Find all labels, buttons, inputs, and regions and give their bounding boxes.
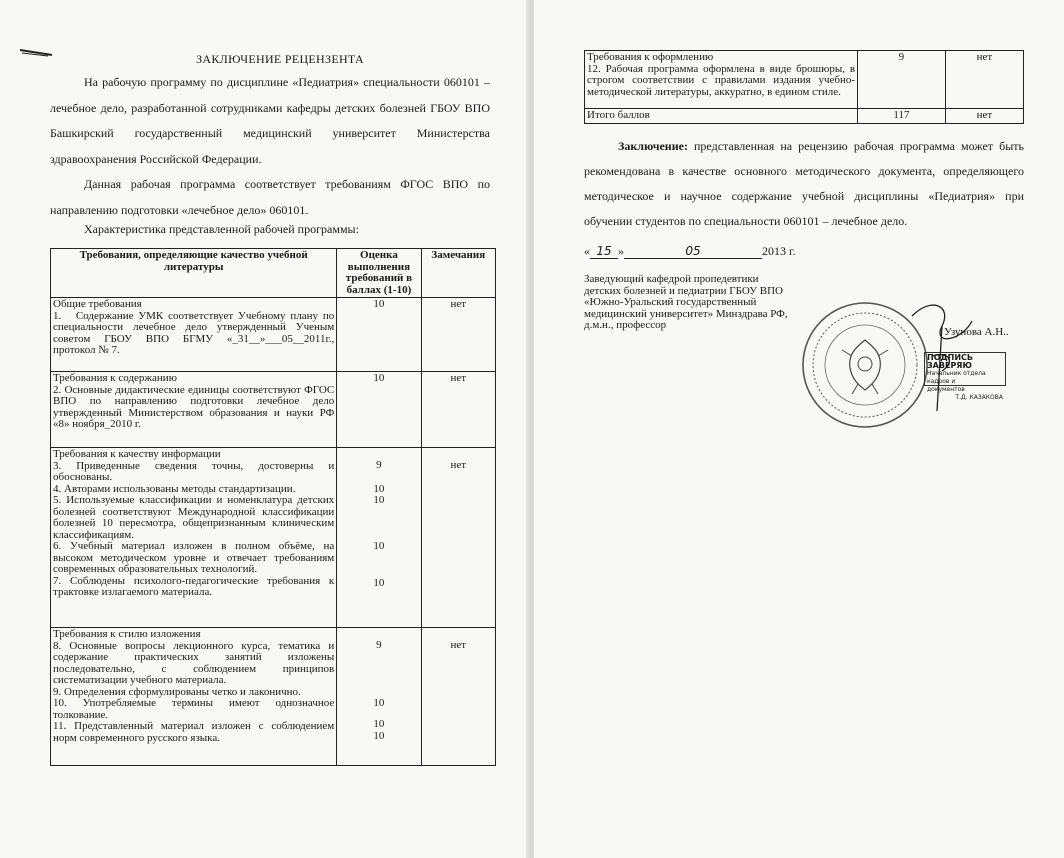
score-value: 9	[376, 459, 382, 471]
table-header-row	[51, 249, 496, 298]
requirement-item: 3. Приведенные сведения точны, достоверны и обоснованы.	[53, 459, 335, 483]
compliance-paragraph: Данная рабочая программа соответствует требованиям ФГОС ВПО по направлению подготовки «лечебное дело» 060101.	[50, 177, 490, 217]
score-value: 10	[373, 729, 385, 742]
signer-block	[584, 274, 824, 332]
score-value: 10	[373, 539, 385, 552]
header-notes: Замечания	[421, 249, 495, 298]
conclusion-label: Заключение:	[618, 139, 688, 153]
header-requirements: Требования, определяющие качество учебной литературы	[51, 249, 337, 298]
table-row	[51, 628, 496, 766]
conclusion-text: представленная на рецензию рабочая программа может быть рекомендована в качестве основного методического документа, определяющего методическое и научное содержание учебной дисциплины «Педиатрия» при обучении студентов по специальности 060101 – лечебное дело.	[584, 139, 1024, 228]
intro-paragraph: На рабочую программу по дисциплине «Педиатрия» специальности 060101 – лечебное дело, разработанной сотрудниками кафедры детских болезней ГБОУ ВПО Башкирский государственный медицинский университет Министерства здравоохранения Российской Федерации.	[50, 75, 490, 166]
score-value: 10	[373, 298, 385, 310]
score-cell	[337, 628, 421, 766]
requirement-item: 7. Соблюдены психолого-педагогические требования к трактовке излагаемого материала.	[53, 574, 335, 598]
score-value: 10	[373, 494, 385, 506]
requirement-item: 6. Учебный материал изложен в полном объёме, на высоком методическом уровне и отвечает требованиям современных образовательных технологий.	[53, 540, 335, 575]
requirement-cell	[51, 628, 337, 766]
requirement-cell	[51, 448, 337, 628]
notes-cell: нет	[421, 298, 495, 372]
signer-line: детских болезней и педиатрии ГБОУ ВПО	[584, 284, 783, 297]
header-score: Оценка выполнения требований в баллах (1-10)	[337, 249, 421, 298]
notes-cell: нет	[945, 51, 1023, 109]
conclusion-paragraph	[584, 134, 1024, 234]
table-row	[51, 298, 496, 372]
stamp-line: документов	[927, 386, 965, 393]
signer-line: «Южно-Уральский государственный	[584, 296, 757, 308]
requirement-item: 8. Основные вопросы лекционного курса, тематика и содержание практических занятий изложены последовательно, с соблюдением принципов систематизации учебного материала.	[53, 639, 335, 686]
date-year: 2013 г.	[762, 244, 796, 258]
signer-name: Узунова А.Н..	[944, 326, 1009, 338]
notes-cell: нет	[421, 628, 495, 766]
right-page	[534, 0, 1064, 858]
table-row	[51, 448, 496, 628]
review-table	[50, 248, 496, 766]
score-value: 10	[373, 577, 385, 589]
requirement-item: 1. Содержание УМК соответствует Учебному плану по специальности лечебное дело утвержденный Ученым советом ГБОУ ВПО БГМУ «_31__»___05__2011г., протокол № 7.	[53, 309, 335, 356]
section-title: Требования к качеству информации	[53, 448, 221, 460]
section-title: Общие требования	[53, 298, 142, 310]
signer-line: медицинский университет» Минздрава РФ,	[584, 307, 788, 320]
notes-cell: нет	[421, 448, 495, 628]
total-note: нет	[945, 109, 1023, 124]
score-cell	[337, 298, 421, 372]
signer-line: Заведующий кафедрой пропедевтики	[584, 273, 759, 285]
score-value: 10	[373, 372, 385, 384]
requirement-cell	[51, 372, 337, 448]
characteristic-paragraph: Характеристика представленной рабочей программы:	[84, 222, 359, 236]
date-day: 15	[590, 244, 618, 259]
requirement-item: 2. Основные дидактические единицы соответствуют ФГОС ВПО по направлению подготовки лечебное дело утвержденный Министерством образования и науки РФ «8» ноября_2010 г.	[53, 383, 335, 430]
signer-line: д.м.н., профессор	[584, 319, 667, 331]
score-value: 10	[373, 696, 385, 709]
table-row	[51, 372, 496, 448]
stamp-line: Начальник отдела кадров и	[927, 370, 986, 385]
score-cell	[337, 448, 421, 628]
score-value: 9	[858, 51, 946, 109]
stamp-title: ПОДПИСЬ ЗАВЕРЯЮ	[927, 353, 973, 370]
section-title: Требования к стилю изложения	[53, 628, 201, 640]
total-row	[585, 109, 1024, 124]
stamp-name: Т.Д. КАЗАКОВА	[955, 394, 1003, 401]
review-table-continued	[584, 50, 1024, 124]
date-month: 05	[624, 244, 762, 259]
signature-date	[584, 244, 796, 259]
date-close-quote: »	[618, 244, 624, 258]
total-score: 117	[858, 109, 946, 124]
requirement-item: 4. Авторами использованы методы стандартизации.	[53, 482, 296, 495]
score-cell	[337, 372, 421, 448]
notes-cell: нет	[421, 372, 495, 448]
left-page	[0, 0, 528, 858]
requirement-item: 11. Представленный материал изложен с соблюдением норм современного русского языка.	[53, 720, 335, 744]
certification-stamp	[924, 352, 1006, 401]
pen-mark-icon	[18, 46, 54, 58]
section-title: Требования к оформлению	[587, 51, 714, 63]
requirement-item: 9. Определения сформулированы четко и лаконично.	[53, 685, 301, 698]
score-value: 9	[376, 639, 382, 651]
requirement-item: 10. Употребляемые термины имеют однозначное толкование.	[53, 697, 335, 721]
date-open-quote: «	[584, 244, 590, 258]
score-value: 10	[373, 718, 385, 730]
requirement-cell	[585, 51, 858, 109]
document-heading: ЗАКЛЮЧЕНИЕ РЕЦЕНЗЕНТА	[196, 52, 364, 66]
section-title: Требования к содержанию	[53, 372, 177, 384]
requirement-cell	[51, 298, 337, 372]
requirement-item: 12. Рабочая программа оформлена в виде брошюры, в строгом соответствии с правилами издания учебно-методической литературы, аккуратно, в едином стиле.	[587, 62, 856, 98]
score-value: 10	[373, 482, 385, 495]
total-label: Итого баллов	[585, 109, 858, 124]
table-row	[585, 51, 1024, 109]
requirement-item: 5. Используемые классификации и номенклатура детских болезней соответствуют Международной классификации болезней 10 пересмотра, общепризнанным клиническим классификациям.	[53, 494, 335, 541]
